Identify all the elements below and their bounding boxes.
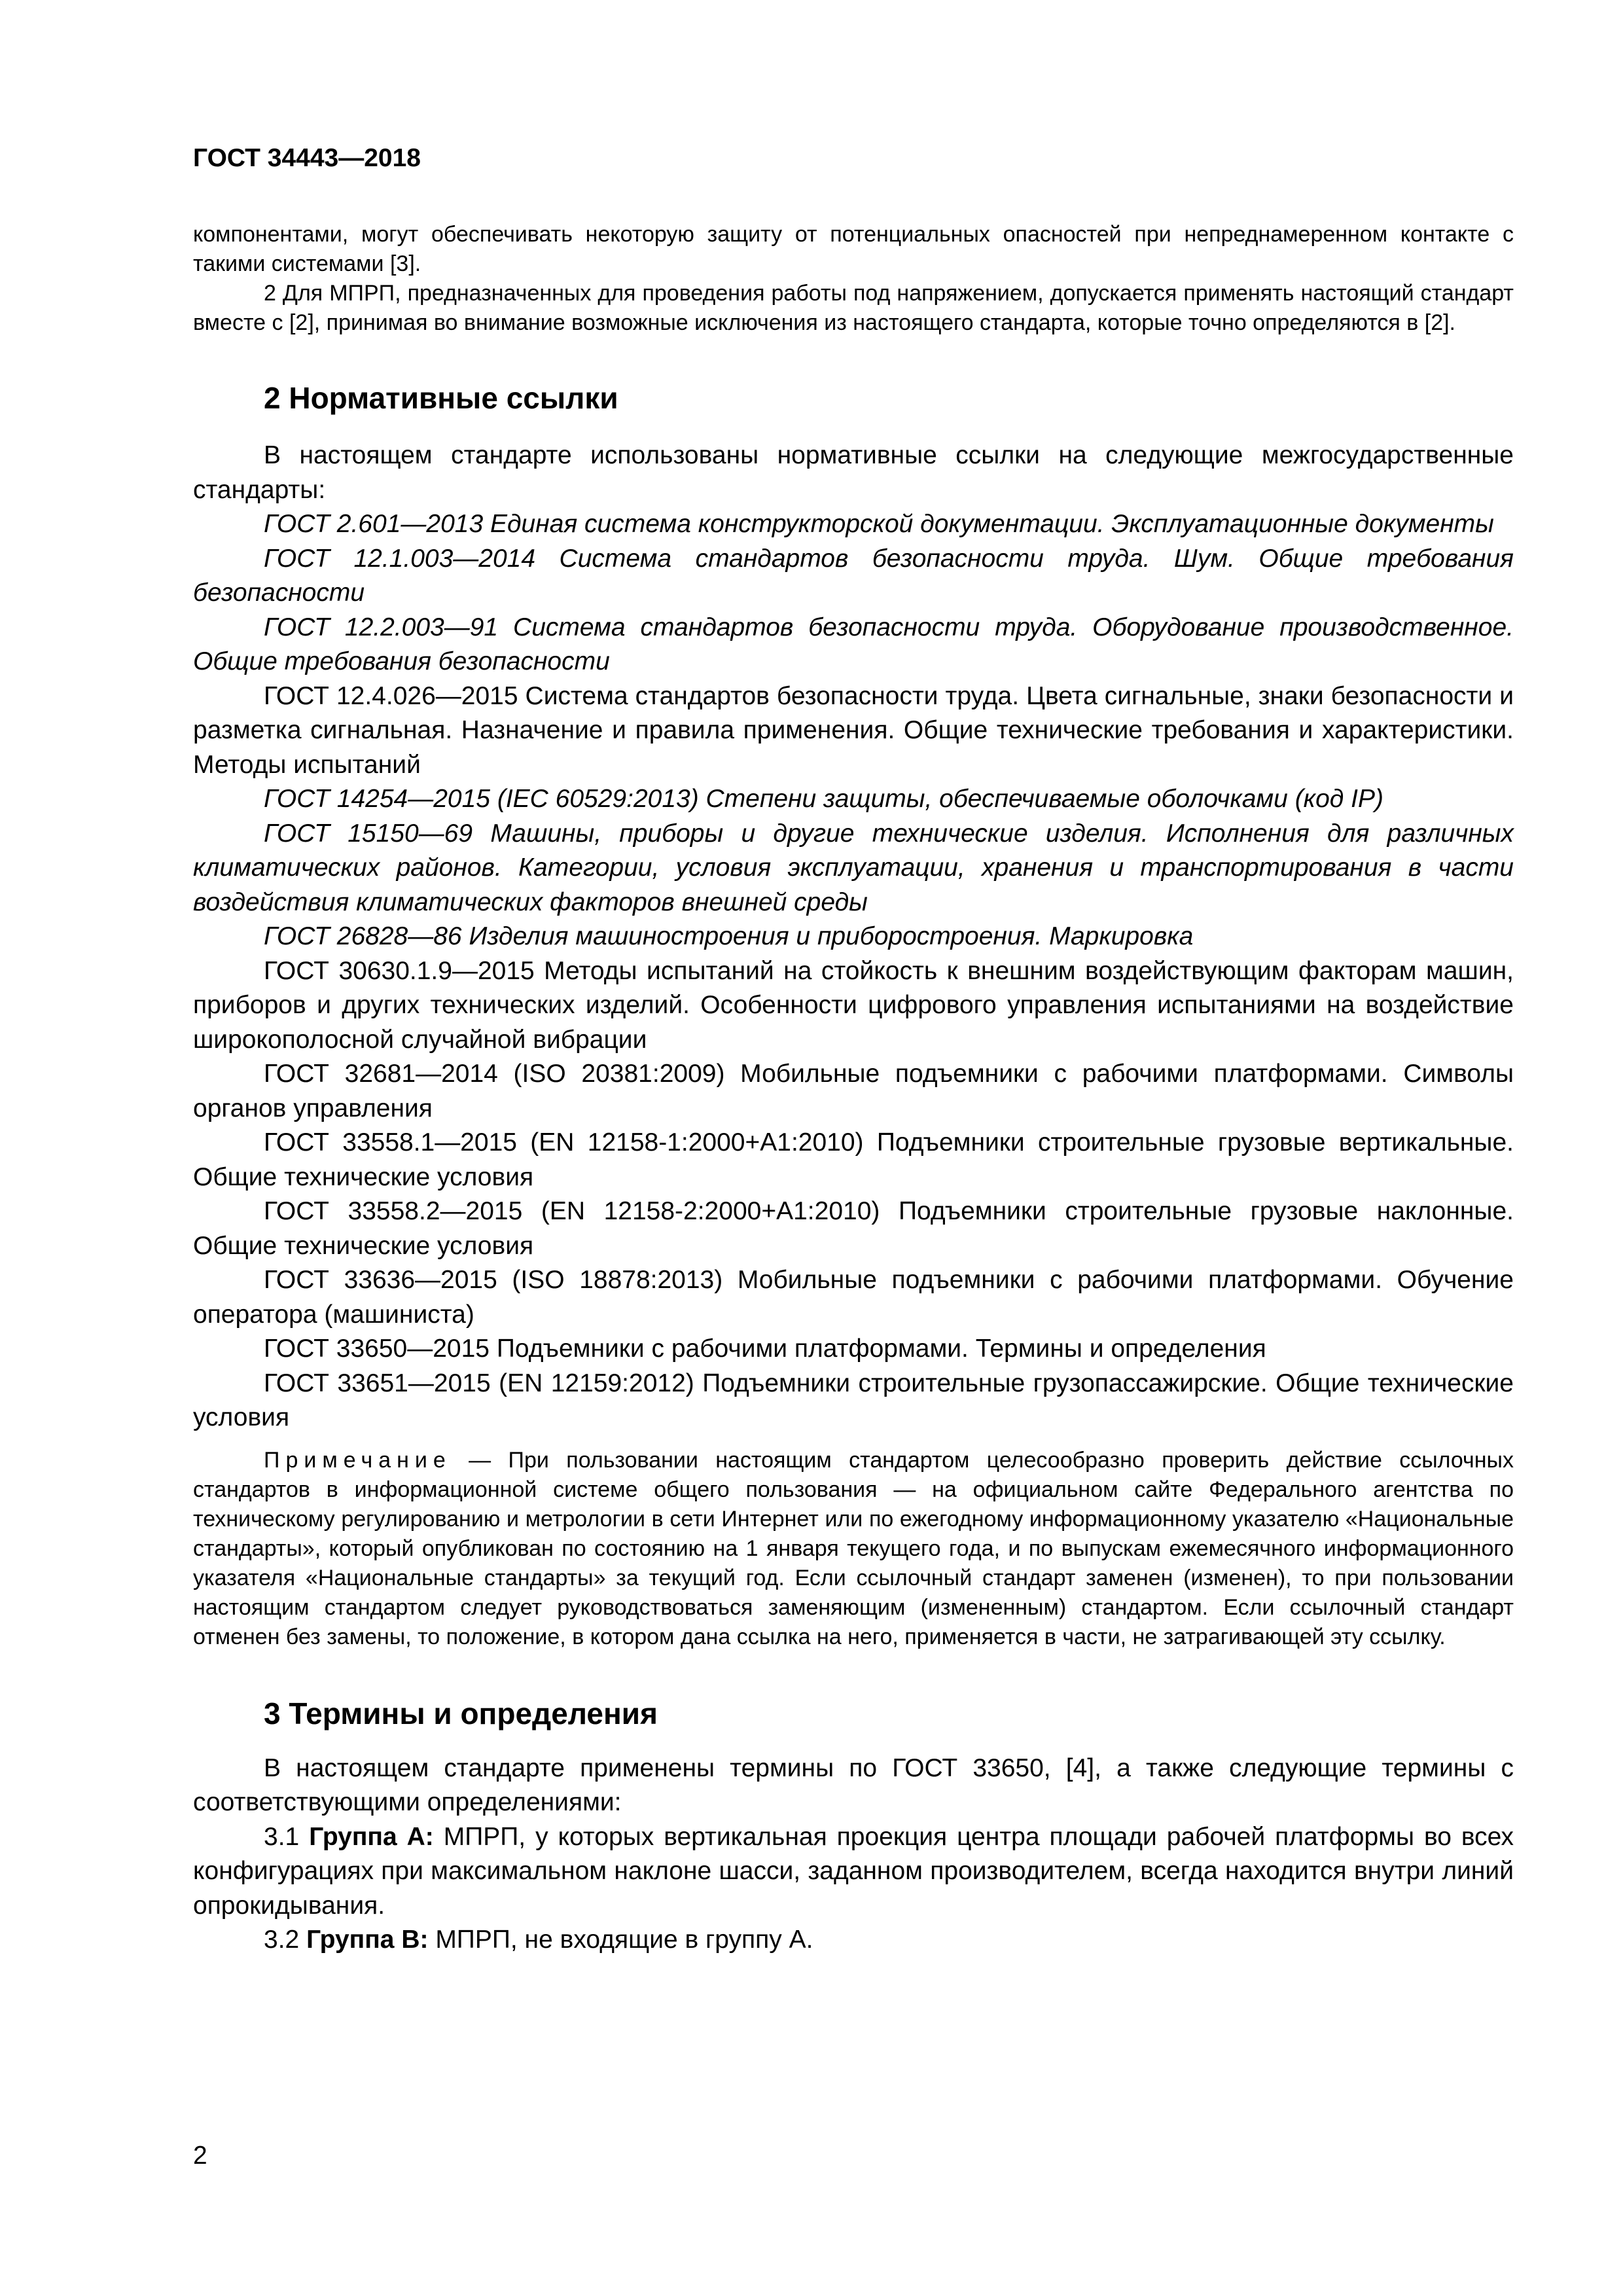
reference-item: ГОСТ 32681—2014 (ISO 20381:2009) Мобильные подъемники с рабочими платформами. Символы органов управления (193, 1060, 1514, 1122)
reference-item: ГОСТ 33651—2015 (EN 12159:2012) Подъемники строительные грузопассажирские. Общие технические условия (193, 1369, 1514, 1431)
reference-item: ГОСТ 33650—2015 Подъемники с рабочими платформами. Термины и определения (264, 1335, 1266, 1363)
term-definition: МПРП, у которых вертикальная проекция центра площади рабочей платформы во всех конфигурациях при максимальном наклоне шасси, заданном производителем, всегда находится внутри линий опрокидывания. (193, 1822, 1514, 1920)
page-content (193, 220, 1514, 1958)
reference-item: ГОСТ 2.601—2013 Единая система конструкторской документации. Эксплуатационные документы (264, 510, 1494, 538)
reference-item: ГОСТ 12.2.003—91 Система стандартов безопасности труда. Оборудование производственное. Общие требования безопасности (193, 613, 1514, 675)
reference-item: ГОСТ 14254—2015 (IEC 60529:2013) Степени защиты, обеспечиваемые оболочками (код IP) (264, 785, 1384, 813)
term-number: 3.1 (264, 1822, 310, 1851)
section-2-title: 2 Нормативные ссылки (264, 381, 618, 415)
intro-block (193, 220, 1514, 338)
section-3-intro: В настоящем стандарте применены термины по ГОСТ 33650, [4], а также следующие термины с соответствующими определениями: (193, 1753, 1514, 1816)
note-text: — При пользовании настоящим стандартом целесообразно проверить действие ссылочных стандартов в информационной системе общего пользования — на официальном сайте Федерального агентства по техническому регулированию и метрологии в сети Интернет или по ежегодному информационному указателю «Национальные стандарты», который опубликован по состоянию на 1 января текущего года, и по выпускам ежемесячного информационного указателя «Национальные стандарты» за текущий год. Если ссылочный стандарт заменен (изменен), то при пользовании настоящим стандартом следует руководствоваться заменяющим (измененным) стандартом. Если ссылочный стандарт отменен без замены, то положение, в котором дана ссылка на него, применяется в части, не затрагивающей эту ссылку. (193, 1447, 1514, 1649)
note-paragraph (193, 1446, 1514, 1652)
section-2-intro: В настоящем стандарте использованы нормативные ссылки на следующие межгосударственные стандарты: (193, 441, 1514, 504)
document-header: ГОСТ 34443—2018 (193, 144, 421, 172)
term-number: 3.2 (264, 1926, 307, 1954)
section-3-body (193, 1751, 1514, 1958)
intro-paragraph-2: 2 Для МПРП, предназначенных для проведения работы под напряжением, допускается применять настоящий стандарт вместе с [2], принимая во внимание возможные исключения из настоящего стандарта, которые точно определяются в [2]. (193, 281, 1514, 335)
section-3-title: 3 Термины и определения (264, 1696, 658, 1731)
page-number: 2 (193, 2142, 207, 2170)
reference-item: ГОСТ 33558.1—2015 (EN 12158-1:2000+A1:2010) Подъемники строительные грузовые вертикальные. Общие технические условия (193, 1128, 1514, 1191)
reference-item: ГОСТ 12.1.003—2014 Система стандартов безопасности труда. Шум. Общие требования безопасности (193, 544, 1514, 607)
term-name: Группа В: (306, 1926, 429, 1954)
reference-item: ГОСТ 33636—2015 (ISO 18878:2013) Мобильные подъемники с рабочими платформами. Обучение оператора (машиниста) (193, 1266, 1514, 1329)
intro-paragraph-continued: компонентами, могут обеспечивать некоторую защиту от потенциальных опасностей при непреднамеренном контакте с такими системами [3]. (193, 222, 1514, 276)
reference-item: ГОСТ 33558.2—2015 (EN 12158-2:2000+A1:2010) Подъемники строительные грузовые наклонные. Общие технические условия (193, 1197, 1514, 1260)
term-3-2 (193, 1923, 1514, 1958)
note-label: Примечание (264, 1447, 452, 1473)
term-3-1 (193, 1820, 1514, 1924)
section-2-body (193, 439, 1514, 1435)
reference-item: ГОСТ 12.4.026—2015 Система стандартов безопасности труда. Цвета сигнальные, знаки безопасности и разметка сигнальная. Назначение и правила применения. Общие технические требования и характеристики. Методы испытаний (193, 681, 1514, 779)
reference-item: ГОСТ 26828—86 Изделия машиностроения и приборостроения. Маркировка (264, 922, 1194, 950)
term-name: Группа А: (309, 1822, 434, 1851)
term-definition: МПРП, не входящие в группу А. (428, 1926, 813, 1954)
reference-item: ГОСТ 30630.1.9—2015 Методы испытаний на стойкость к внешним воздействующим факторам машин, приборов и других технических изделий. Особенности цифрового управления испытаниями на воздействие широкополосной случайной вибрации (193, 956, 1514, 1054)
reference-item: ГОСТ 15150—69 Машины, приборы и другие технические изделия. Исполнения для различных климатических районов. Категории, условия эксплуатации, хранения и транспортирования в части воздействия климатических факторов внешней среды (193, 819, 1514, 916)
